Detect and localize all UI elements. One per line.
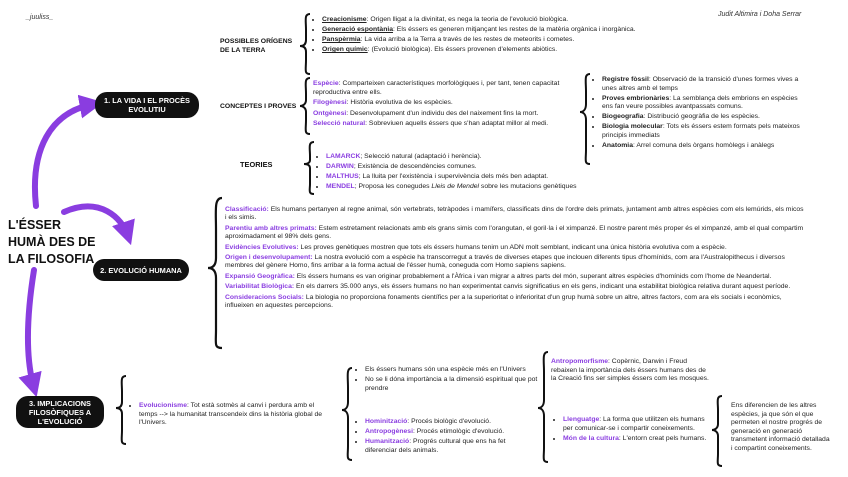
origin-text: : Origen lligat a la divinitat, es nega la teoria de l'evolució biològica.	[366, 16, 569, 23]
bullet-a-text: Els éssers humans són una espècie més en l'Univers	[365, 366, 526, 373]
section2-item	[225, 273, 805, 281]
section2-pill: 2. EVOLUCIÓ HUMANA	[93, 259, 189, 281]
bullet-c-item	[563, 435, 712, 444]
bullet-b-term: Humanització	[365, 437, 410, 445]
proof-term: Biogeografia	[602, 113, 644, 121]
bullet-c-text: : L'entorn creat pels humans.	[618, 434, 707, 442]
section2-item	[225, 206, 805, 223]
theories-list	[317, 153, 637, 193]
theory-term: MALTHUS	[326, 172, 359, 180]
origin-term: Creacionisme	[322, 16, 367, 23]
brace-origins	[300, 14, 310, 74]
section2-term: Classificació:	[225, 206, 269, 213]
bullet-b-term: Antropogènesi	[365, 427, 413, 435]
bullets-c	[554, 416, 712, 445]
bullet-c-item	[563, 416, 712, 433]
section2-item	[225, 244, 805, 252]
brace-bullets	[342, 368, 352, 460]
proof-text: : Distribució geogràfia de les espècies.	[643, 113, 760, 121]
final-note: Ens diferencien de les altres espècies, ja que són el que permeten el nostre progrés de generació en generació transmetent informació detallada i compartint coneixements.	[731, 402, 830, 452]
bullet-c-text: : La forma que utilitzen els humans per comunicar-se i compartir coneixements.	[563, 416, 705, 432]
evolucionisme-text: : Tot està sotmès al canvi i perdura amb el temps --> la humanitat transcendeix dins la història global de l'Univers.	[139, 402, 323, 427]
theories-label: TEORIES	[240, 160, 273, 169]
section2-text: La biologia no proporciona fonaments científics per a la superioritat o inferioritat d'un grup humà sobre un altre, altres factors, com ara els socials i econòmics, influeixen en aquestes percepcions.	[225, 293, 782, 310]
theory-text: ; Proposa les conegudes	[354, 182, 432, 190]
section3-pill: 3. IMPLICACIONS FILOSÒFIQUES A L'EVOLUCIÓ	[16, 396, 104, 428]
section2-term: Evidències Evolutives:	[225, 243, 299, 251]
bullet-a-text: No se li dóna importància a la dimensió espiritual que pot prendre	[365, 375, 538, 392]
origin-term: Generació espontània	[322, 25, 394, 33]
brace-antropomorfisme	[538, 352, 548, 462]
section2-term: Origen i desenvolupament:	[225, 254, 313, 262]
origin-text: : Els éssers es generen mitjançant les restes de la matèria orgànica i inorgànica.	[393, 25, 636, 33]
brace-section2	[208, 198, 222, 348]
brace-theories	[304, 142, 314, 194]
origin-term: Origen químic	[322, 45, 368, 53]
concept-item	[313, 120, 575, 129]
proof-text: : Observació de la transició d'unes formes vives a unes altres amb el temps	[602, 76, 799, 92]
concept-text: : Història evolutiva de les espècies.	[346, 99, 453, 107]
bullet-b-term: Hominització	[365, 418, 408, 425]
proof-text: : La semblança dels embrions en espècies ens fan veure possibles avantpassats comuns.	[602, 94, 798, 111]
antropomorfisme-term: Antropomorfisme	[551, 358, 609, 365]
section2-term: Consideracions Socials:	[225, 293, 304, 301]
theory-item	[326, 153, 637, 162]
origin-term: Panspèrmia	[322, 35, 361, 43]
bullet-a-item	[365, 376, 538, 393]
evolucionisme-box	[130, 402, 328, 429]
proof-item	[602, 142, 805, 151]
evolucionisme-term: Evolucionisme	[139, 402, 187, 409]
proof-item	[602, 123, 805, 140]
arrow-to-section1	[35, 104, 94, 206]
bullet-b-item	[365, 428, 538, 437]
section2-term: Expansió Geogràfica:	[225, 272, 295, 280]
brace-section3	[116, 376, 126, 444]
brace-concepts	[300, 78, 310, 134]
bullet-b-text: : Procés etimològic d'evolució.	[412, 427, 505, 435]
proof-item	[602, 95, 805, 112]
bullet-c-term: Llenguatge	[563, 416, 600, 423]
section2-text: Els éssers humans es van originar probablement a l'Àfrica i van migrar a altres parts del món, superant altres espècies d'homínids com l'home de Neandertal.	[294, 272, 772, 280]
concept-item	[313, 110, 575, 119]
section2-term: Parentiu amb altres primats:	[225, 224, 317, 232]
origins-label: POSSIBLES ORÍGENS DE LA TERRA	[220, 38, 293, 54]
bullets-b	[356, 418, 538, 457]
concept-item	[313, 99, 575, 108]
concept-text: : Sobreviuen aquells éssers que s'han adaptat millor al medi.	[365, 120, 549, 128]
bullet-b-item	[365, 438, 538, 455]
section2-term: Variabilitat Biològica:	[225, 283, 295, 291]
proof-item	[602, 113, 805, 122]
origin-item	[322, 16, 693, 25]
section2-item	[225, 294, 805, 311]
proof-text: : Tots els éssers estem formats pels mateixos principis immediats	[602, 123, 800, 139]
origin-item	[322, 36, 693, 45]
origin-item	[322, 46, 693, 55]
antropomorfisme-text: : Copèrnic, Darwin i Freud rebaixen la importància dels éssers humans des de la Creació fins ser simples éssers com les mosques.	[551, 358, 709, 383]
theory-term: LAMARCK	[326, 153, 361, 160]
author: Judit Altimira i Doha Serrar	[718, 11, 802, 18]
bullet-b-text: : Progrés cultural que ens ha fet diferenciar dels animals.	[365, 437, 506, 454]
concept-term: Ontgènesi	[313, 109, 347, 117]
concept-item	[313, 80, 575, 97]
concepts-label: CONCEPTES I PROVES	[220, 103, 297, 110]
section2-text: Estem estretament relacionats amb els grans simis com l'orangutan, el goril·la i el ximpanzé. El nostre parent més proper és el ximpanzé, amb el qual compartim aproximadament el 98% dels gens.	[225, 224, 804, 241]
theory-italic: Lleis de Mendel	[431, 182, 480, 190]
section2-text: En els darrers 35.000 anys, els éssers humans no han experimentat canvis significatius en els gens, indicant una estabilitat biològica relativa durant aquest període.	[294, 283, 791, 291]
theory-item	[326, 183, 637, 192]
theory-text: ; La lluita per l'existència i supervivència dels més ben adaptat.	[358, 172, 549, 180]
theory-text: ; Selecció natural (adaptació i herència).	[360, 153, 482, 160]
origin-text: : La vida arriba a la Terra a través de les restes de meteorits i cometes.	[360, 35, 575, 43]
origin-item	[322, 26, 693, 35]
logo: _juuliss_	[26, 14, 54, 21]
proof-term: Registre fòssil	[602, 76, 649, 83]
proof-item	[602, 76, 805, 93]
arrow-to-section3	[28, 270, 34, 388]
origin-text: : (Evolució biològica). Els éssers provenen d'elements abiòtics.	[367, 45, 558, 53]
antropomorfisme-box	[551, 358, 709, 384]
section2-list	[225, 206, 805, 312]
bullet-a-item	[365, 366, 538, 375]
brace-proofs	[580, 74, 590, 164]
concept-term: Selecció natural	[313, 120, 366, 128]
section1-pill: 1. LA VIDA I EL PROCÈS EVOLUTIU	[95, 92, 199, 118]
section2-item	[225, 254, 805, 271]
theory-term: MENDEL	[326, 182, 355, 190]
origins-list	[313, 16, 693, 56]
proof-text: : Arrel comuna dels òrgans homòlegs i anàlegs	[632, 141, 775, 149]
bullets-a	[356, 366, 538, 395]
bullet-b-text: : Procés biològic d'evolució.	[407, 418, 491, 425]
bullet-c-term: Món de la cultura	[563, 434, 619, 442]
theory-text: ; Existència de descendències comunes.	[353, 162, 477, 170]
section2-text: La nostra evolució com a espècie ha transcorregut a través de diverses etapes que inclouen diferents tipus d'homínids, com ara l'Australopithecus i diversos membres del gènere Homo, fins arribar a la forma actual de l'ésser humà, coneguda com Homo sapiens sapiens.	[225, 254, 785, 270]
concept-text: : Comparteixen característiques morfològiques i, per tant, tenen capacitat reproductiva entre ells.	[313, 80, 560, 96]
proof-term: Biologia molecular	[602, 123, 663, 131]
proofs-list	[593, 76, 805, 152]
section2-text: Els humans pertanyen al regne animal, són vertebrats, tetràpodes i mamífers, classificats dins de l'ordre dels primats, juntament amb altres espècies com els lemúrids, els micos i els simis.	[225, 206, 804, 222]
theory-item	[326, 173, 637, 182]
section2-item	[225, 225, 805, 242]
concepts-list	[313, 80, 575, 131]
concept-text: : Desenvolupament d'un individu des del naixement fins la mort.	[346, 109, 539, 117]
theory-item	[326, 163, 637, 172]
concept-term: Espècie	[313, 80, 339, 87]
proof-term: Proves embrionàries	[602, 94, 670, 102]
main-title: L'ÉSSER HUMÀ DES DE LA FILOSOFIA	[8, 218, 96, 266]
section2-item	[225, 283, 805, 291]
theory-text: sobre les mutacions genètiques	[479, 182, 577, 190]
theory-term: DARWIN	[326, 162, 354, 170]
concept-term: Filogènesi	[313, 99, 347, 107]
section2-text: Les proves genètiques mostren que tots els éssers humans tenim un ADN molt semblant, indicant una única història evolutiva com a espècie.	[298, 243, 727, 251]
bullet-b-item	[365, 418, 538, 427]
proof-term: Anatomia	[602, 141, 633, 149]
brace-final	[712, 396, 722, 466]
